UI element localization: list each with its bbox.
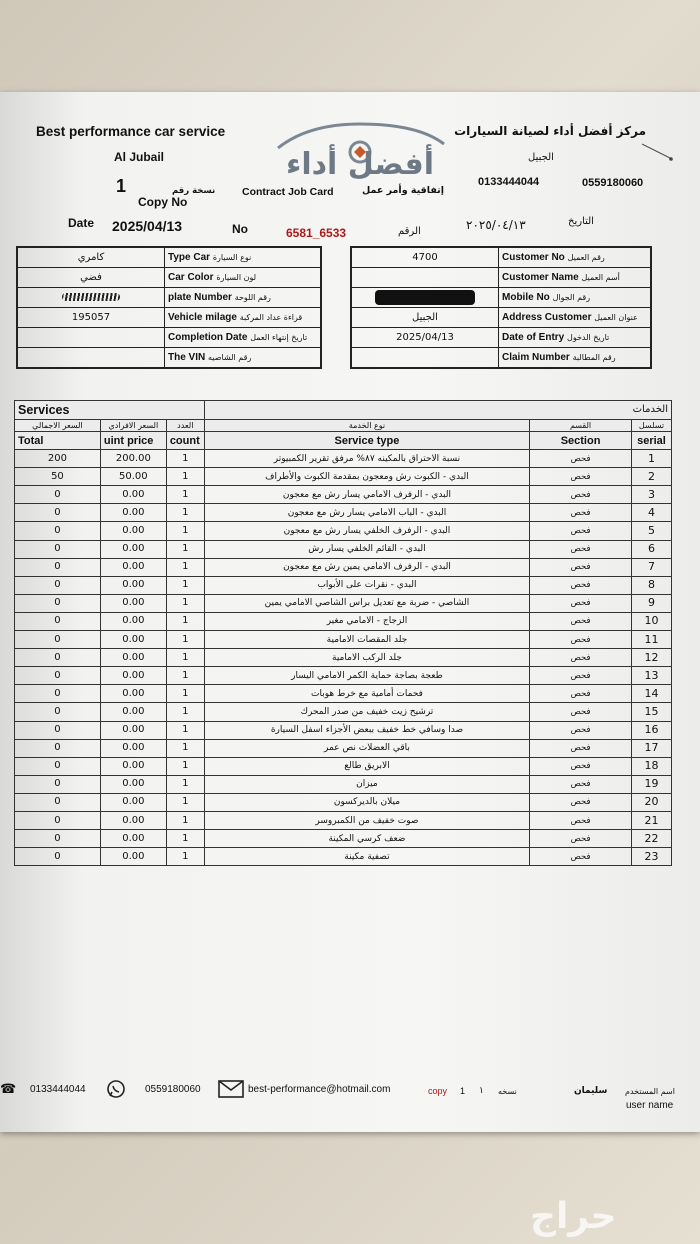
vehicle-label	[165, 348, 321, 368]
cell-total: 0	[15, 775, 101, 793]
services-table	[14, 400, 672, 866]
footer-user-label-en: user name	[626, 1100, 674, 1111]
cell-count: 1	[166, 848, 204, 866]
cell-total: 0	[15, 848, 101, 866]
vehicle-label-en: Vehicle milage	[168, 312, 237, 323]
customer-row	[352, 268, 651, 288]
vehicle-info-box	[16, 246, 322, 369]
cell-service-type: تصفية مكينة	[204, 848, 529, 866]
customer-label-ar: تاريخ الدخول	[567, 333, 610, 342]
footer-user-label-ar: اسم المستخدم	[625, 1087, 675, 1096]
cell-unit-price: 0.00	[100, 558, 166, 576]
service-row	[15, 848, 672, 866]
cell-total: 0	[15, 486, 101, 504]
footer-copy-value-ar: ١	[479, 1086, 484, 1096]
cell-total: 0	[15, 631, 101, 649]
cell-count: 1	[166, 685, 204, 703]
cell-count: 1	[166, 757, 204, 775]
cell-count: 1	[166, 793, 204, 811]
vehicle-row	[18, 248, 321, 268]
cell-unit-price: 0.00	[100, 685, 166, 703]
cell-service-type: فحمات أمامية مع خرط هوبات	[204, 685, 529, 703]
vehicle-label-en: Type Car	[168, 252, 211, 263]
col-header-en: uint price	[100, 432, 166, 450]
customer-label-en: Claim Number	[502, 352, 570, 363]
cell-service-type: جلد المقصات الامامية	[204, 631, 529, 649]
vehicle-value	[18, 348, 165, 368]
customer-label-en: Customer Name	[502, 272, 579, 283]
header-phone2: 0559180060	[582, 177, 644, 189]
cell-serial: 1	[631, 450, 671, 468]
cell-unit-price: 0.00	[100, 848, 166, 866]
cell-count: 1	[166, 811, 204, 829]
customer-row	[352, 308, 651, 328]
cell-count: 1	[166, 721, 204, 739]
service-row	[15, 594, 672, 612]
cell-section: فحص	[530, 830, 632, 848]
col-header-ar: القسم	[530, 420, 632, 432]
service-row	[15, 793, 672, 811]
footer-copy-value: 1	[460, 1086, 466, 1096]
customer-label-ar: رقم المطالبة	[572, 353, 616, 362]
cell-service-type: البدي - القائم الخلفي يسار رش	[204, 540, 529, 558]
cell-section: فحص	[530, 486, 632, 504]
cell-serial: 6	[631, 540, 671, 558]
cell-unit-price: 0.00	[100, 576, 166, 594]
cell-count: 1	[166, 631, 204, 649]
vehicle-label-en: plate Number	[168, 292, 232, 303]
cell-total: 0	[15, 793, 101, 811]
footer-phone: 0133444044	[30, 1084, 86, 1095]
cell-service-type: ميزان	[204, 775, 529, 793]
cell-count: 1	[166, 775, 204, 793]
company-logo	[268, 118, 452, 180]
service-row	[15, 558, 672, 576]
cell-unit-price: 0.00	[100, 540, 166, 558]
cell-service-type: البدي - الكبوت رش ومعجون بمقدمة الكبوت والأطراف	[204, 468, 529, 486]
service-row	[15, 504, 672, 522]
cell-section: فحص	[530, 703, 632, 721]
cell-total: 0	[15, 576, 101, 594]
cell-serial: 4	[631, 504, 671, 522]
cell-total: 0	[15, 811, 101, 829]
cell-unit-price: 0.00	[100, 486, 166, 504]
cell-section: فحص	[530, 739, 632, 757]
cell-service-type: ميلان بالديركسون	[204, 793, 529, 811]
customer-label-en: Mobile No	[502, 292, 550, 303]
cell-serial: 18	[631, 757, 671, 775]
company-name-ar: مركز أفضل أداء لصيانة السيارات	[454, 124, 646, 138]
cell-serial: 22	[631, 830, 671, 848]
service-row	[15, 649, 672, 667]
cell-section: فحص	[530, 649, 632, 667]
cell-section: فحص	[530, 612, 632, 630]
redaction-scribble	[62, 293, 120, 301]
customer-label-en: Address Customer	[502, 312, 592, 323]
cell-section: فحص	[530, 468, 632, 486]
redaction-mask	[375, 290, 475, 305]
cell-count: 1	[166, 522, 204, 540]
col-header-ar: السعر الاجمالي	[15, 420, 101, 432]
cell-section: فحص	[530, 757, 632, 775]
col-header-ar: السعر الافرادي	[100, 420, 166, 432]
customer-row	[352, 288, 651, 308]
plate-redacted	[18, 288, 165, 308]
service-row	[15, 721, 672, 739]
cell-serial: 20	[631, 793, 671, 811]
logo-text: أفضل أداء	[285, 147, 435, 180]
vehicle-label-en: The VIN	[168, 352, 206, 363]
footer-copy-ar: نسخه	[498, 1087, 517, 1096]
vehicle-value	[18, 328, 165, 348]
cell-unit-price: 0.00	[100, 739, 166, 757]
cell-serial: 2	[631, 468, 671, 486]
email-icon	[218, 1080, 244, 1102]
date-value: 2025/04/13	[112, 218, 183, 234]
vehicle-row	[18, 308, 321, 328]
service-row	[15, 703, 672, 721]
col-header-en: Service type	[204, 432, 529, 450]
vehicle-label-en: Car Color	[168, 272, 214, 283]
cell-serial: 19	[631, 775, 671, 793]
services-header-ar	[15, 420, 672, 432]
cell-section: فحص	[530, 504, 632, 522]
cell-service-type: باقي العضلات نص عمر	[204, 739, 529, 757]
cell-service-type: البدي - نقرات على الأبواب	[204, 576, 529, 594]
services-title-row	[15, 401, 672, 420]
cell-count: 1	[166, 504, 204, 522]
cell-total: 0	[15, 830, 101, 848]
vehicle-row	[18, 348, 321, 368]
cell-count: 1	[166, 612, 204, 630]
cell-section: فحص	[530, 685, 632, 703]
cell-total: 50	[15, 468, 101, 486]
date-label-en: Date	[68, 216, 95, 230]
customer-label	[499, 288, 651, 308]
cell-count: 1	[166, 540, 204, 558]
cell-count: 1	[166, 703, 204, 721]
cell-unit-price: 0.00	[100, 811, 166, 829]
cell-count: 1	[166, 450, 204, 468]
cell-service-type: ترشيح زيت خفيف من صدر المحرك	[204, 703, 529, 721]
cell-section: فحص	[530, 793, 632, 811]
cell-unit-price: 0.00	[100, 649, 166, 667]
cell-service-type: البدي - الرفرف الامامي يسار رش مع معجون	[204, 486, 529, 504]
customer-value	[352, 348, 499, 368]
vehicle-row	[18, 268, 321, 288]
cell-count: 1	[166, 594, 204, 612]
mobile-redacted	[352, 288, 499, 308]
cell-service-type: نسبة الاحتراق بالمكينه ٨٧% مرفق تقرير الكمبيوتر	[204, 450, 529, 468]
cell-service-type: صدا وسافي خط خفيف ببعض الأجزاء اسفل السيارة	[204, 721, 529, 739]
vehicle-label-ar: تاريخ إنتهاء العمل	[250, 333, 308, 342]
customer-label-ar: أسم العميل	[581, 273, 620, 282]
cell-serial: 16	[631, 721, 671, 739]
cell-unit-price: 0.00	[100, 703, 166, 721]
customer-value	[352, 268, 499, 288]
vehicle-label-ar: رقم الشاصيه	[208, 353, 252, 362]
service-row	[15, 631, 672, 649]
cell-serial: 7	[631, 558, 671, 576]
cell-service-type: الابريق طالع	[204, 757, 529, 775]
service-row	[15, 757, 672, 775]
service-row	[15, 612, 672, 630]
cell-serial: 9	[631, 594, 671, 612]
vehicle-label	[165, 308, 321, 328]
footer-copy-en: copy	[428, 1086, 448, 1096]
customer-label	[499, 248, 651, 268]
cell-service-type: الزجاج - الامامي مغير	[204, 612, 529, 630]
customer-row	[352, 328, 651, 348]
cell-total: 0	[15, 685, 101, 703]
cell-count: 1	[166, 739, 204, 757]
cell-total: 0	[15, 721, 101, 739]
cell-serial: 21	[631, 811, 671, 829]
cell-count: 1	[166, 468, 204, 486]
cell-count: 1	[166, 667, 204, 685]
service-row	[15, 522, 672, 540]
cell-unit-price: 0.00	[100, 793, 166, 811]
service-row	[15, 486, 672, 504]
services-title-en: Services	[15, 401, 205, 420]
cell-total: 0	[15, 540, 101, 558]
cell-unit-price: 0.00	[100, 721, 166, 739]
no-label-en: No	[232, 222, 248, 236]
cell-section: فحص	[530, 848, 632, 866]
customer-label	[499, 308, 651, 328]
vehicle-value: 195057	[18, 308, 165, 328]
cell-unit-price: 0.00	[100, 594, 166, 612]
service-row	[15, 667, 672, 685]
customer-label-ar: رقم الجوال	[552, 293, 591, 302]
cell-service-type: ضعف كرسي المكينة	[204, 830, 529, 848]
footer-whatsapp: 0559180060	[145, 1084, 201, 1095]
date-ar-value: ٢٠٢٥/٠٤/١٣	[466, 218, 526, 232]
cell-unit-price: 0.00	[100, 775, 166, 793]
cell-total: 0	[15, 504, 101, 522]
vehicle-row	[18, 288, 321, 308]
service-row	[15, 830, 672, 848]
col-header-ar: العدد	[166, 420, 204, 432]
vehicle-label-ar: قراءة عداد المركبة	[239, 313, 303, 322]
cell-serial: 12	[631, 649, 671, 667]
cell-serial: 8	[631, 576, 671, 594]
customer-value: 4700	[352, 248, 499, 268]
cell-serial: 23	[631, 848, 671, 866]
col-header-en: count	[166, 432, 204, 450]
vehicle-row	[18, 328, 321, 348]
vehicle-label	[165, 248, 321, 268]
service-row	[15, 685, 672, 703]
customer-label-ar: رقم العميل	[567, 253, 605, 262]
whatsapp-icon	[106, 1079, 126, 1103]
cell-unit-price: 50.00	[100, 468, 166, 486]
cell-serial: 14	[631, 685, 671, 703]
customer-info-box	[350, 246, 652, 369]
cell-section: فحص	[530, 667, 632, 685]
cell-total: 0	[15, 522, 101, 540]
cell-serial: 3	[631, 486, 671, 504]
cell-section: فحص	[530, 522, 632, 540]
cell-count: 1	[166, 830, 204, 848]
customer-value: 2025/04/13	[352, 328, 499, 348]
phone-icon: ☎	[0, 1081, 17, 1096]
doc-title-ar: إتفاقية وأمر عمل	[362, 185, 444, 196]
customer-label-en: Customer No	[502, 252, 565, 263]
col-header-en: serial	[631, 432, 671, 450]
cell-serial: 10	[631, 612, 671, 630]
customer-label	[499, 348, 651, 368]
cell-service-type: البدي - الرفرف الامامي يمين رش مع معجون	[204, 558, 529, 576]
cell-serial: 15	[631, 703, 671, 721]
cell-unit-price: 0.00	[100, 757, 166, 775]
cell-section: فحص	[530, 721, 632, 739]
footer-user-value: سليمان	[574, 1086, 608, 1096]
city-ar: الجبيل	[528, 152, 554, 163]
cell-service-type: صوت خفيف من الكمبروسر	[204, 811, 529, 829]
cell-total: 0	[15, 649, 101, 667]
customer-label-en: Date of Entry	[502, 332, 565, 343]
cell-unit-price: 0.00	[100, 830, 166, 848]
cell-unit-price: 0.00	[100, 504, 166, 522]
service-row	[15, 540, 672, 558]
header-phone1: 0133444044	[478, 176, 540, 188]
customer-value: الجبيل	[352, 308, 499, 328]
services-header-en	[15, 432, 672, 450]
vehicle-label-en: Completion Date	[168, 332, 248, 343]
cell-service-type: جلد الركب الامامية	[204, 649, 529, 667]
vehicle-label	[165, 328, 321, 348]
cell-service-type: طعجة بصاجة حماية الكمر الامامي اليسار	[204, 667, 529, 685]
services-title-ar: الخدمات	[204, 401, 671, 420]
customer-label	[499, 328, 651, 348]
col-header-ar: تسلسل	[631, 420, 671, 432]
cell-section: فحص	[530, 540, 632, 558]
cell-total: 0	[15, 612, 101, 630]
cell-count: 1	[166, 649, 204, 667]
col-header-en: Total	[15, 432, 101, 450]
service-row	[15, 811, 672, 829]
cell-serial: 11	[631, 631, 671, 649]
cell-total: 0	[15, 667, 101, 685]
service-row	[15, 739, 672, 757]
footer-phone-group	[0, 1081, 16, 1097]
doc-title-en: Contract Job Card	[242, 186, 334, 198]
copy-no-ar: نسخة رقم	[172, 186, 216, 196]
cell-total: 0	[15, 594, 101, 612]
no-label-ar: الرقم	[398, 226, 421, 237]
vehicle-value: فضي	[18, 268, 165, 288]
cell-section: فحص	[530, 558, 632, 576]
cell-unit-price: 0.00	[100, 612, 166, 630]
customer-row	[352, 348, 651, 368]
site-watermark: حراج	[530, 1196, 617, 1237]
cell-serial: 17	[631, 739, 671, 757]
date-label-ar: التاريخ	[568, 216, 594, 227]
col-header-en: Section	[530, 432, 632, 450]
cell-total: 0	[15, 703, 101, 721]
cell-total: 0	[15, 757, 101, 775]
customer-label-ar: عنوان العميل	[594, 313, 638, 322]
service-row	[15, 450, 672, 468]
customer-label	[499, 268, 651, 288]
cell-unit-price: 0.00	[100, 522, 166, 540]
city-en: Al Jubail	[114, 150, 165, 164]
cell-section: فحص	[530, 450, 632, 468]
services-body	[15, 450, 672, 866]
cell-unit-price: 0.00	[100, 667, 166, 685]
service-row	[15, 576, 672, 594]
vehicle-value: كامري	[18, 248, 165, 268]
cell-service-type: البدي - الرفرف الخلفي يسار رش مع معجون	[204, 522, 529, 540]
cell-section: فحص	[530, 594, 632, 612]
footer-email: best-performance@hotmail.com	[248, 1084, 391, 1095]
cell-count: 1	[166, 576, 204, 594]
cell-total: 0	[15, 558, 101, 576]
vehicle-label	[165, 288, 321, 308]
pen-mark	[640, 142, 674, 162]
vehicle-label-ar: نوع السيارة	[212, 253, 252, 262]
cell-total: 200	[15, 450, 101, 468]
service-row	[15, 468, 672, 486]
cell-section: فحص	[530, 576, 632, 594]
company-name-en: Best performance car service	[36, 124, 226, 139]
cell-count: 1	[166, 558, 204, 576]
vehicle-label-ar: رقم اللوحة	[234, 293, 271, 302]
customer-row	[352, 248, 651, 268]
col-header-ar: نوع الخدمة	[204, 420, 529, 432]
cell-unit-price: 0.00	[100, 631, 166, 649]
job-no-value: 6581_6533	[286, 226, 347, 240]
cell-section: فحص	[530, 631, 632, 649]
vehicle-label-ar: لون السيارة	[216, 273, 257, 282]
cell-unit-price: 200.00	[100, 450, 166, 468]
vehicle-label	[165, 268, 321, 288]
copy-no-value: 1	[116, 176, 127, 196]
cell-serial: 5	[631, 522, 671, 540]
cell-service-type: الشاصي - ضربة مع تعديل براس الشاصي الامامي يمين	[204, 594, 529, 612]
cell-section: فحص	[530, 775, 632, 793]
cell-service-type: البدي - الباب الامامي يسار رش مع معجون	[204, 504, 529, 522]
cell-count: 1	[166, 486, 204, 504]
cell-serial: 13	[631, 667, 671, 685]
service-row	[15, 775, 672, 793]
cell-total: 0	[15, 739, 101, 757]
cell-section: فحص	[530, 811, 632, 829]
copy-no-en: Copy No	[138, 195, 188, 209]
